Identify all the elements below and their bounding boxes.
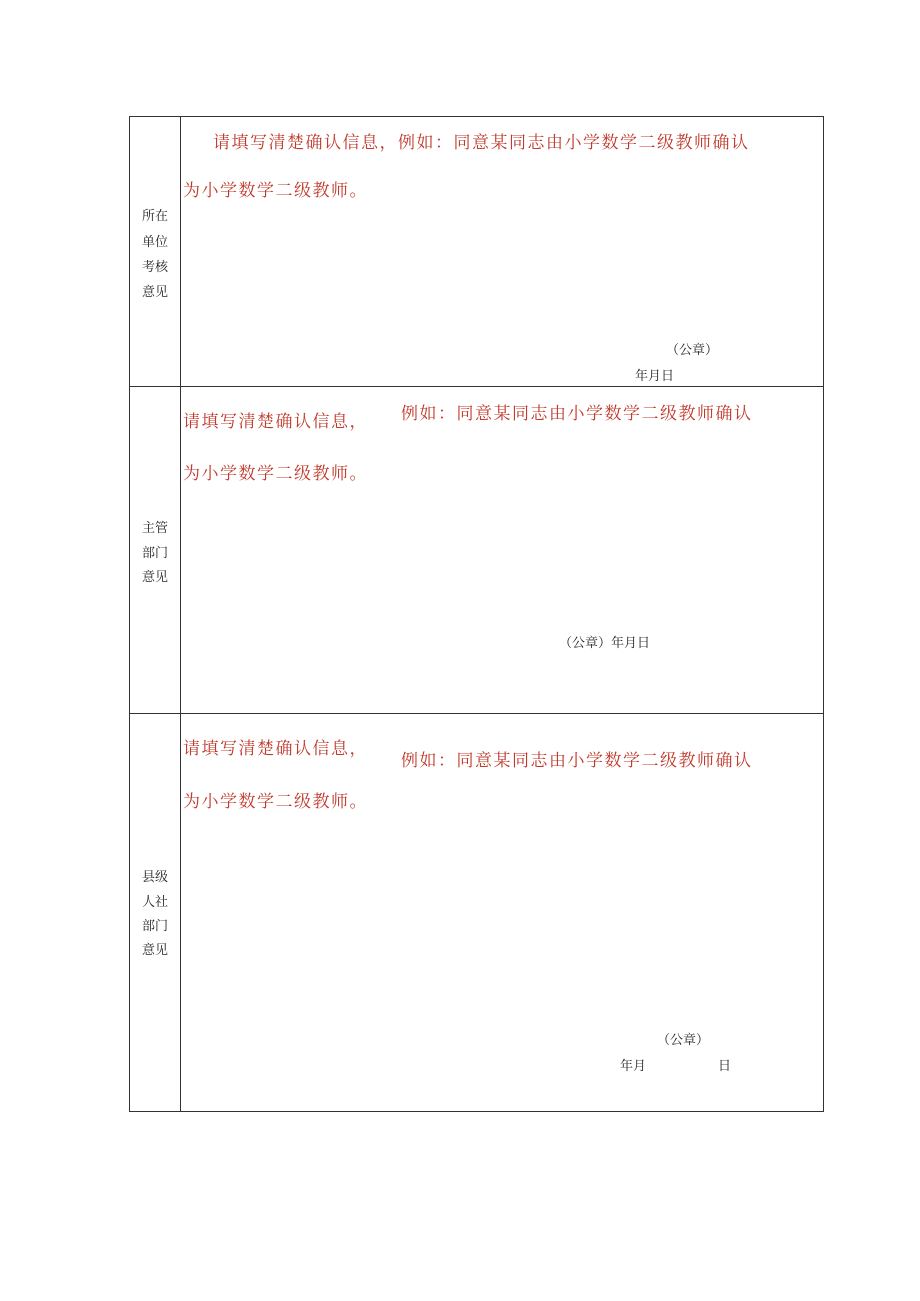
unit-assessment-row bbox=[130, 117, 823, 387]
unit-assessment-content[interactable] bbox=[182, 117, 823, 386]
instruction-text: 请填写清楚确认信息， bbox=[183, 412, 368, 432]
official-seal-label: （公章） bbox=[666, 343, 719, 358]
instruction-text-continued: 为小学数学二级教师。 bbox=[183, 792, 368, 812]
county-hr-label-cell bbox=[130, 714, 181, 1111]
official-seal-label: （公章） bbox=[657, 1033, 710, 1048]
label-line: 部门 bbox=[141, 919, 168, 934]
label-line: 考核 bbox=[141, 260, 168, 275]
instruction-example-text: 例如：同意某同志由小学数学二级教师确认 bbox=[401, 404, 753, 424]
label-line: 县级 bbox=[141, 870, 168, 885]
label-line: 所在 bbox=[141, 209, 168, 224]
official-seal-date-label: （公章）年月日 bbox=[559, 636, 651, 651]
opinion-form-table bbox=[129, 116, 824, 1112]
label-line: 主管 bbox=[141, 521, 168, 536]
instruction-text-continued: 为小学数学二级教师。 bbox=[183, 464, 368, 484]
instruction-text-continued: 为小学数学二级教师。 bbox=[183, 181, 368, 201]
supervisor-dept-row bbox=[130, 387, 823, 714]
county-hr-row bbox=[130, 714, 823, 1111]
instruction-example-text: 例如：同意某同志由小学数学二级教师确认 bbox=[401, 751, 753, 771]
label-line: 部门 bbox=[141, 546, 168, 561]
supervisor-dept-content[interactable] bbox=[182, 387, 823, 713]
label-line: 人社 bbox=[141, 895, 168, 910]
date-year-month-label: 年月 bbox=[620, 1059, 647, 1074]
label-line: 单位 bbox=[141, 235, 168, 250]
supervisor-dept-label-cell bbox=[130, 387, 181, 713]
instruction-text: 请填写清楚确认信息， bbox=[183, 739, 368, 759]
instruction-text: 请填写清楚确认信息，例如：同意某同志由小学数学二级教师确认 bbox=[213, 133, 750, 153]
unit-assessment-label-cell bbox=[130, 117, 181, 386]
label-line: 意见 bbox=[141, 285, 168, 300]
county-hr-content[interactable] bbox=[182, 714, 823, 1111]
date-day-label: 日 bbox=[718, 1059, 732, 1074]
label-line: 意见 bbox=[141, 943, 168, 958]
label-line: 意见 bbox=[141, 570, 168, 585]
date-label: 年月日 bbox=[635, 369, 675, 384]
